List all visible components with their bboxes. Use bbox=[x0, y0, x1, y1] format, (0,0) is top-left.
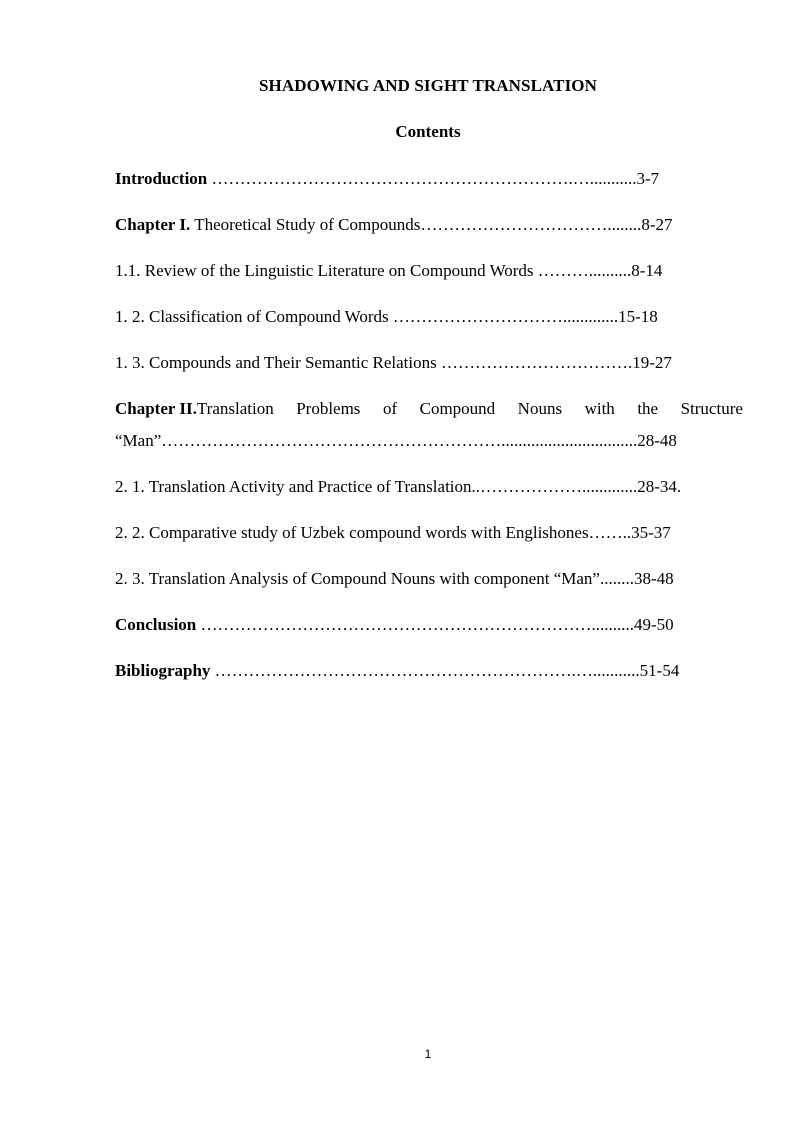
toc-entry-chapter-2-continuation[interactable]: “Man”……………………………………………………................................28-48 bbox=[115, 431, 677, 450]
toc-entry-bibliography[interactable] bbox=[115, 660, 679, 682]
toc-entry-label: Conclusion bbox=[115, 615, 197, 634]
toc-entry-1-2[interactable]: 1. 2. Classification of Compound Words ………………………….............15-18 bbox=[115, 307, 658, 326]
toc-entry-leader: ……………………………………………………………..........49-50 bbox=[196, 615, 674, 634]
toc-word: Structure bbox=[680, 399, 743, 418]
toc-entry-label: Introduction bbox=[115, 169, 208, 188]
toc-entry-chapter-1[interactable] bbox=[115, 214, 673, 236]
toc-word: with bbox=[584, 399, 615, 418]
toc-entry-leader: ……………………………………………………….…...........3-7 bbox=[207, 169, 660, 188]
toc-entry-conclusion[interactable] bbox=[115, 614, 674, 636]
toc-entry-2-3[interactable]: 2. 3. Translation Analysis of Compound Nouns with component “Man”........38-48 bbox=[115, 569, 674, 588]
toc-word: of bbox=[382, 399, 398, 418]
toc-word: Problems bbox=[296, 399, 361, 418]
toc-word: Nouns bbox=[517, 399, 563, 418]
document-title: SHADOWING AND SIGHT TRANSLATION bbox=[259, 76, 597, 95]
toc-entry-label: Chapter I. bbox=[115, 215, 191, 234]
toc-entry-label: Chapter II. bbox=[115, 399, 197, 418]
page-number: 1 bbox=[424, 1047, 432, 1061]
toc-word: Compound bbox=[419, 399, 496, 418]
contents-heading: Contents bbox=[395, 122, 461, 141]
toc-entry-leader: ……………………………………………………….…...........51-54 bbox=[210, 661, 680, 680]
toc-entry-leader: Theoretical Study of Compounds……………………………........8-27 bbox=[190, 215, 673, 234]
toc-entry-2-1[interactable]: 2. 1. Translation Activity and Practice of Translation..……………….............28-34. bbox=[115, 477, 682, 496]
toc-entry-1-3[interactable]: 1. 3. Compounds and Their Semantic Relations …………………………….19-27 bbox=[115, 353, 672, 372]
toc-entry-introduction[interactable] bbox=[115, 168, 659, 190]
toc-entry-1-1[interactable]: 1.1. Review of the Linguistic Literature on Compound Words ………..........8-14 bbox=[115, 261, 663, 280]
toc-entry-chapter-2[interactable] bbox=[115, 398, 743, 420]
toc-word: the bbox=[637, 399, 659, 418]
toc-word: Translation bbox=[196, 399, 274, 418]
toc-entry-label: Bibliography bbox=[115, 661, 211, 680]
toc-entry-2-2[interactable]: 2. 2. Comparative study of Uzbek compound words with Englishones……..35-37 bbox=[115, 523, 671, 542]
